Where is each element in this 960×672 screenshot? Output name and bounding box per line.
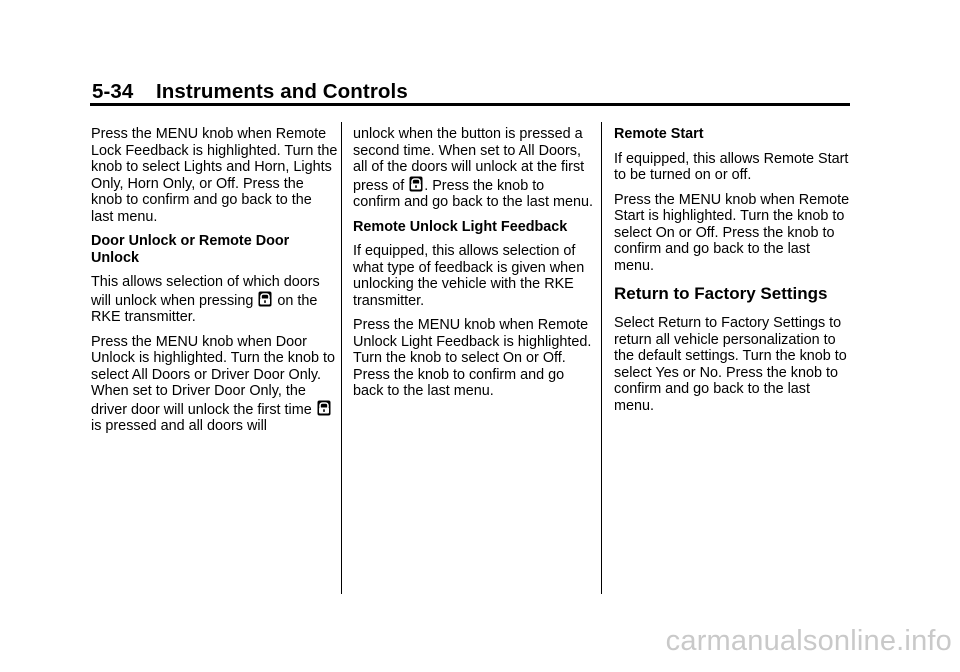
page-number: 5-34 xyxy=(92,80,134,103)
paragraph: Press the MENU knob when Remote Unlock Light Feedback is highlighted. Turn the knob to select On or Off. Press the knob to confirm and go back to the last menu. xyxy=(353,317,592,399)
subheading-remote-unlock-light-feedback: Remote Unlock Light Feedback xyxy=(353,218,568,235)
subheading-door-unlock: Door Unlock or Remote Door Unlock xyxy=(91,233,290,266)
paragraph xyxy=(91,274,338,326)
text-span: This allows selection of which doors will unlock when pressing xyxy=(91,274,320,309)
column-divider-2 xyxy=(601,122,602,594)
text-span: Press the MENU knob when Door Unlock is highlighted. Turn the knob to select All Doors or Driver Door Only. When set to Driver Door Only, the driver door will unlock the first time xyxy=(91,333,335,418)
text-span: is pressed and all doors will xyxy=(91,418,267,434)
text-span: unlock when the button is pressed a second time. When set to All Doors, all of the doors will unlock at the first press of xyxy=(353,126,585,194)
paragraph: If equipped, this allows selection of what type of feedback is given when unlocking the vehicle with the RKE transmitter. xyxy=(353,243,585,309)
column-divider-1 xyxy=(341,122,342,594)
watermark: carmanualsonline.info xyxy=(665,625,952,657)
paragraph xyxy=(91,334,338,435)
unlock-key-icon xyxy=(317,400,331,416)
paragraph: If equipped, this allows Remote Start to be turned on or off. xyxy=(614,150,849,183)
paragraph: Press the MENU knob when Remote Lock Feedback is highlighted. Turn the knob to select Lights and Horn, Lights Only, Horn Only, or Off. Press the knob to confirm and go back to the last menu. xyxy=(91,126,338,225)
unlock-key-icon xyxy=(409,176,423,192)
subheading-remote-start: Remote Start xyxy=(614,126,704,142)
page-header xyxy=(92,80,408,104)
text-span: . Press the knob to confirm and go back to the last menu. xyxy=(353,177,593,210)
column-1 xyxy=(91,126,338,443)
column-3 xyxy=(614,126,852,422)
paragraph: Select Return to Factory Settings to return all vehicle personalization to the default settings. Turn the knob to select Yes or No. Press the knob to confirm and go back to the last menu. xyxy=(614,315,847,414)
section-heading-return-to-factory-settings: Return to Factory Settings xyxy=(614,284,828,303)
paragraph xyxy=(353,126,593,211)
text-span: on the RKE transmitter. xyxy=(91,292,318,325)
section-title: Instruments and Controls xyxy=(156,80,408,103)
paragraph: Press the MENU knob when Remote Start is highlighted. Turn the knob to select On or Off. Press the knob to confirm and go back to the last menu. xyxy=(614,191,850,274)
column-2 xyxy=(353,126,593,408)
unlock-key-icon xyxy=(258,291,272,307)
header-rule xyxy=(90,103,850,106)
